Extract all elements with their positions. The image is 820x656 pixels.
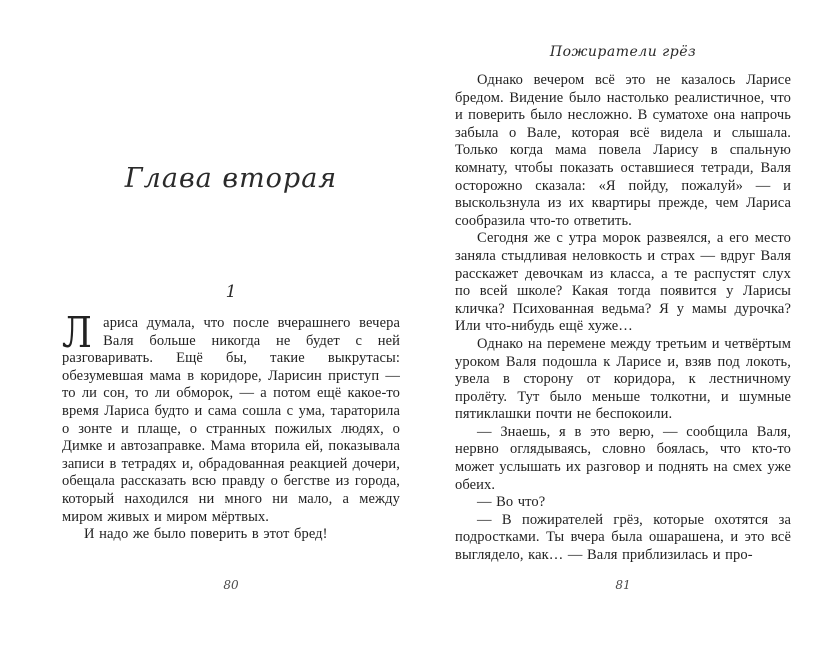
body-paragraph: И надо же было поверить в этот бред! xyxy=(84,526,328,543)
page-number-left: 80 xyxy=(223,578,239,592)
body-paragraph: Однако на перемене между третьим и четвёртым уроком Валя подошла к Ларисе и, взяв под локоть, увела в сторону от коридора, к лестничному пролёту. Тут было меньше толкотни, и шумные пятиклашки почти не беспокоили. xyxy=(455,335,791,423)
running-head: Пожиратели грёз xyxy=(549,44,697,60)
chapter-title: Глава вторая xyxy=(124,163,338,194)
body-paragraph: — Во что? xyxy=(477,494,546,511)
left-page xyxy=(62,0,400,656)
body-paragraph: — В пожирателей грёз, которые охотятся за подростками. Ты вчера была ошарашена, и это всё выглядело, как… — Валя приблизилась и про- xyxy=(455,511,791,564)
right-page xyxy=(455,0,791,656)
left-page-body xyxy=(62,308,400,544)
body-paragraph: Сегодня же с утра морок развеялся, а его место заняла стыдливая неловкость и страх — вдруг Валя расскажет девочкам из класса, а те распустят слух по всей школе? Какая тогда появится у Ларисы кличка? Психованная ведьма? Я у мамы дурочка? Или что-нибудь ещё хуже… xyxy=(455,230,791,335)
drop-cap: Л xyxy=(62,308,92,357)
section-number: 1 xyxy=(225,282,237,302)
paragraph-text: ариса думала, что после вчерашнего вечера Валя больше никогда не будет с ней разговаривать. Ещё бы, такие выкрутасы: обезумевшая мама в коридоре, Ларисин приступ — то ли сон, то ли обморок, — а потом ещё какое-то время Лариса будто и сама сошла с ума, тараторила о зонте и плаще, о странных пожилых людях, о Димке и автозаправке. Мама вторила ей, показывала записи в тетрадях и, обрадованная реакцией дочери, обещала рассказать всю правду о бегстве из города, который находился ни много ни мало, а между миром живых и миром мёртвых. xyxy=(62,315,400,525)
page-number-right: 81 xyxy=(615,578,631,592)
body-paragraph: — Знаешь, я в это верю, — сообщила Валя, нервно оглядываясь, словно боялась, что кто-то может услышать их разговор и поднять на смех уже обеих. xyxy=(455,423,791,493)
body-paragraph: Однако вечером всё это не казалось Ларисе бредом. Видение было настолько реалистичное, что и поверить было несложно. В суматохе она напрочь забыла о Вале, которая всё видела и слышала. Только когда мама повела Ларису в спальную комнату, чтобы показать оставшиеся тетради, Валя осторожно сказала: «Я пойду, пожалуй» — и выскользнула из их квартиры прежде, чем Лариса сообразила что-то ответить. xyxy=(455,72,791,229)
body-paragraph xyxy=(62,308,400,526)
right-page-body xyxy=(455,72,791,565)
